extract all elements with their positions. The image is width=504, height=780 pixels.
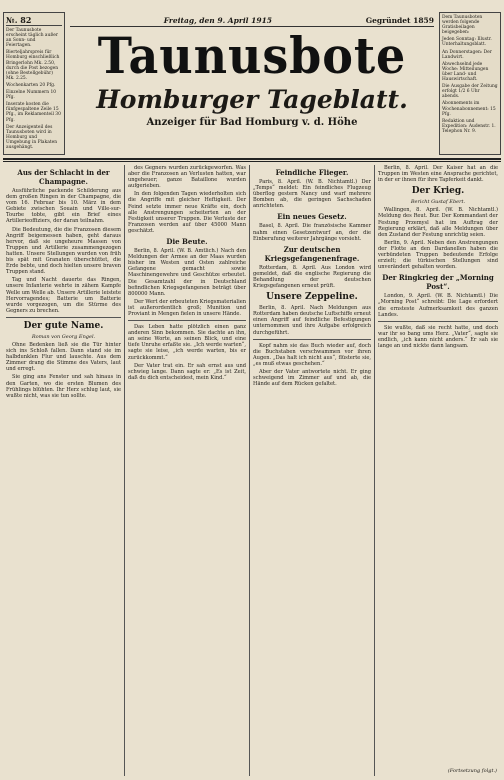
column-3 bbox=[250, 165, 375, 776]
subscription-info-box bbox=[3, 12, 65, 155]
article-heading: Ein neues Gesetz. bbox=[277, 212, 347, 222]
masthead-rule bbox=[3, 158, 501, 160]
article-paragraph: Basel, 8. April. Die französische Kammer nahm einen Gesetzentwurf an, der die Einberufung weiterer Jahrgänge vorsieht. bbox=[253, 223, 371, 242]
article-paragraph: Wallingen, 8. April. (W. B. Nichtamtl.) Meldung des Reut. Bur. Der Kommandant der Festung Przemysl hat im Auftrag der Regierung erklärt, daß alle Meldungen über den Zustand der Festung unrichtig seien. bbox=[378, 207, 498, 238]
article-heading: Der Krieg. bbox=[411, 186, 465, 197]
article-paragraph: Berlin, 8. April. (W. B. Amtlich.) Nach den Meldungen der Armee an der Maas wurden bisher im Westen und Osten zahlreiche Gefangene gemacht sowie Maschinengewehre und Geschütze erbeutet. Die Gesamtzahl der in Deutschland befindlichen Kriegsgefangenen beträgt über 800000 Mann. bbox=[128, 248, 246, 297]
article-paragraph: London, 9. April. (W. B. Nichtamtl.) Die „Morning Post“ schreibt: Die Lage erfordert die ernsteste Aufmerksamkeit des ganzen Landes. bbox=[378, 293, 498, 318]
left-box-line: Der Taunusbote erscheint täglich außer an Sonn- und Feiertagen. bbox=[6, 28, 58, 49]
divider bbox=[128, 320, 246, 321]
column-2 bbox=[125, 165, 250, 776]
article-subheading: Bericht Gustaf Ebert. bbox=[410, 199, 466, 206]
continued-note: (Fortsetzung folgt.) bbox=[447, 767, 497, 774]
serial-novel-author: Roman von Georg Engel. bbox=[31, 333, 96, 340]
masthead-subtitle: Homburger Tageblatt. bbox=[96, 85, 408, 114]
article-paragraph: Berlin, 9. April. Neben den Anstrengungen der Flotte an den Dardanellen haben die verbündeten Truppen bedeutende Erfolge erzielt; die türkischen Stellungen sind unverändert gehalten worden. bbox=[378, 239, 498, 271]
article-paragraph: Berlin, 8. April. Nach Meldungen aus Rotterdam haben deutsche Luftschiffe erneut einen Angriff auf feindliche Befestigungen unternommen und ihre Aufgabe erfolgreich durchgeführt. bbox=[253, 305, 371, 336]
right-box-line: Jeden Sonntag: Illustr. Unterhaltungsblatt. bbox=[442, 37, 492, 48]
article-paragraph: Der Wert der erbeuteten Kriegsmaterialien ist außerordentlich groß; Munition und Proviant in Mengen fielen in unsere Hände. bbox=[128, 298, 246, 317]
left-box-line: Wochenkarten 20 Pfg. bbox=[6, 82, 56, 88]
right-box-line: Dem Taunusboten werden folgende Gratisbeilagen beigegeben: bbox=[442, 15, 483, 36]
left-box-line: Bierteljahrspreis für Homburg einschließlich Bringerlohn Mk. 2.50, durch die Post bezogen (ohne Bestellgebühr) Mk. 2.25. bbox=[6, 50, 60, 81]
article-paragraph: Rotterdam, 8. April. Aus London wird gemeldet, daß die englische Regierung die Behandlung der deutschen Kriegsgefangenen erneut prüft. bbox=[253, 264, 371, 290]
issue-number: №. 82 bbox=[6, 15, 62, 26]
left-box-line: Inserate kosten die fünfgespaltene Zeile 15 Pfg., im Reklamenteil 30 Pfg. bbox=[6, 102, 61, 123]
serial-paragraph: Sie wußte, daß sie recht hatte, und doch war ihr so bang ums Herz. „Vater“, sagte sie endlich, „ich kann nicht anders.“ Er sah sie lange an und nickte dann langsam. bbox=[378, 324, 498, 349]
masthead-title: Taunusbote bbox=[97, 26, 407, 85]
column-4 bbox=[375, 165, 501, 776]
right-box-line: Redaktion und Expedition: Audenstr. 1. Telephon Nr. 9. bbox=[442, 118, 496, 134]
article-paragraph: Berlin, 8. April. Der Kaiser hat an die Truppen im Westen eine Ansprache gerichtet, in der er ihnen für ihre Tapferkeit dankt. bbox=[378, 165, 498, 184]
left-box-line: Einzelne Nummern 10 Pfg. bbox=[6, 90, 57, 101]
serial-paragraph: Der Vater trat ein. Er sah ernst aus und schwieg lange. Dann sagte er: „Es ist Zeit, daß du dich entscheidest, mein Kind.“ bbox=[128, 362, 246, 381]
right-box-line: An Donnerstagen: Der Landwirt. bbox=[442, 49, 492, 60]
article-paragraph: Sie ging ans Fenster und sah hinaus in den Garten, wo die ersten Blumen des Frühlings blühten. Ihr Herz schlug laut, sie wußte nicht, was sie tun sollte. bbox=[6, 374, 121, 399]
serial-paragraph: Aber der Vater antwortete nicht. Er ging schweigend im Zimmer auf und ab, die Hände auf dem Rücken gefaltet. bbox=[253, 368, 371, 388]
publication-date: Freitag, den 9. April 1915 bbox=[163, 15, 273, 25]
serial-novel-heading: Der gute Name. bbox=[23, 320, 104, 331]
article-heading: Die Beute. bbox=[166, 237, 208, 247]
article-heading: Unsere Zeppeline. bbox=[266, 292, 358, 303]
column-1 bbox=[3, 165, 125, 776]
article-heading: Aus der Schlacht in der Champagne. bbox=[17, 168, 110, 186]
divider bbox=[253, 339, 371, 340]
article-heading: Zur deutschen Kriegsgefangenenfrage. bbox=[264, 244, 360, 263]
supplements-info-box bbox=[439, 12, 501, 155]
serial-paragraph: Das Leben hatte plötzlich einen ganz anderen Sinn bekommen. Sie dachte an ihn, an seine Worte, an seinen Blick, und eine tiefe Unruhe erfaßte sie. „Ich werde warten“, sagte sie leise, „ich werde warten, bis er zurückkommt.“ bbox=[128, 324, 246, 361]
divider bbox=[6, 317, 121, 318]
article-paragraph: Paris, 8. April. (W. B. Nichtamtl.) Der „Temps“ meldet: Ein feindliches Flugzeug überflog gestern Nancy und warf mehrere Bomben ab, die geringen Sachschaden anrichteten. bbox=[253, 179, 371, 210]
article-paragraph: Ohne Bedenken ließ sie die Tür hinter sich ins Schloß fallen. Dann stand sie im halbdunklen Flur und lauschte. Aus dem Zimmer drang die Stimme des Vaters, laut und erregt. bbox=[6, 341, 121, 373]
left-box-line: Der Anzeigenteil des Taunusboten wird in Homburg und Umgebung in Plakaten ausgehängt. bbox=[6, 124, 58, 150]
article-paragraph: Ausführliche packende Schilderung aus dem großen Ringen in der Champagne, die vom 16. Februar bis 10. März in dem Gebiete zwischen Souain und Ville-sur-Tourbe tobte, gibt ein Brief eines Artillerieoffiziers, der daran teilnahm. bbox=[6, 188, 121, 225]
right-box-line: Abwechselnd jede Woche: Mitteilungen über Land- und Hauswirtschaft. bbox=[442, 61, 489, 83]
article-paragraph: Die Bedeutung, die die Franzosen diesem Angriff beigemessen haben, geht daraus hervor, daß sie ungeheure Massen von Truppen und Artillerie zusammengezogen hatten. Unsere Stellungen wurden von früh bis spät mit Granaten überschüttet, die Erde bebte, und doch hielten unsere braven Truppen stand. bbox=[6, 226, 121, 276]
right-box-line: Abonnements im Wochenabonnement: 15 Pfg. bbox=[442, 101, 496, 117]
divider bbox=[378, 321, 498, 322]
article-paragraph: des Gegners wurden zurückgeworfen. Was aber die Franzosen an Verlusten hatten, war ungeheuer; ganze Bataillone wurden aufgerieben. bbox=[128, 165, 246, 190]
serial-paragraph: Kopf nahm sie das Buch wieder auf, doch die Buchstaben verschwammen vor ihren Augen. „Das halt ich nicht aus“, flüsterte sie, „es muß etwas geschehen.“ bbox=[253, 342, 371, 367]
masthead-tagline: Anzeiger für Bad Homburg v. d. Höhe bbox=[146, 117, 358, 128]
right-box-line: Die Ausgabe der Zeitung erfolgt 1/2 6 Uhr abends. bbox=[442, 84, 498, 100]
article-heading: Der Ringkrieg der „Morning Post“. bbox=[382, 273, 494, 292]
founded-year: Gegründet 1859 bbox=[365, 15, 434, 25]
article-paragraph: In den folgenden Tagen wiederholten sich die Angriffe mit gleicher Heftigkeit. Der Feind setzte immer neue Kräfte ein, doch alle Anstrengungen scheiterten an der Festigkeit unserer Truppen. Die Verluste der Franzosen werden auf über 45000 Mann geschätzt. bbox=[128, 191, 246, 234]
article-paragraph: Tag und Nacht dauerte das Ringen, unsere Infanterie wehrte in zähem Kampfe Welle um Welle ab. Unsere Artillerie leistete Hervorragendes; Batterie um Batterie wurde vorgezogen, um die Stürme des Gegners zu brechen. bbox=[6, 277, 121, 314]
article-heading: Feindliche Flieger. bbox=[275, 168, 349, 177]
masthead-rule-thin bbox=[3, 161, 501, 162]
